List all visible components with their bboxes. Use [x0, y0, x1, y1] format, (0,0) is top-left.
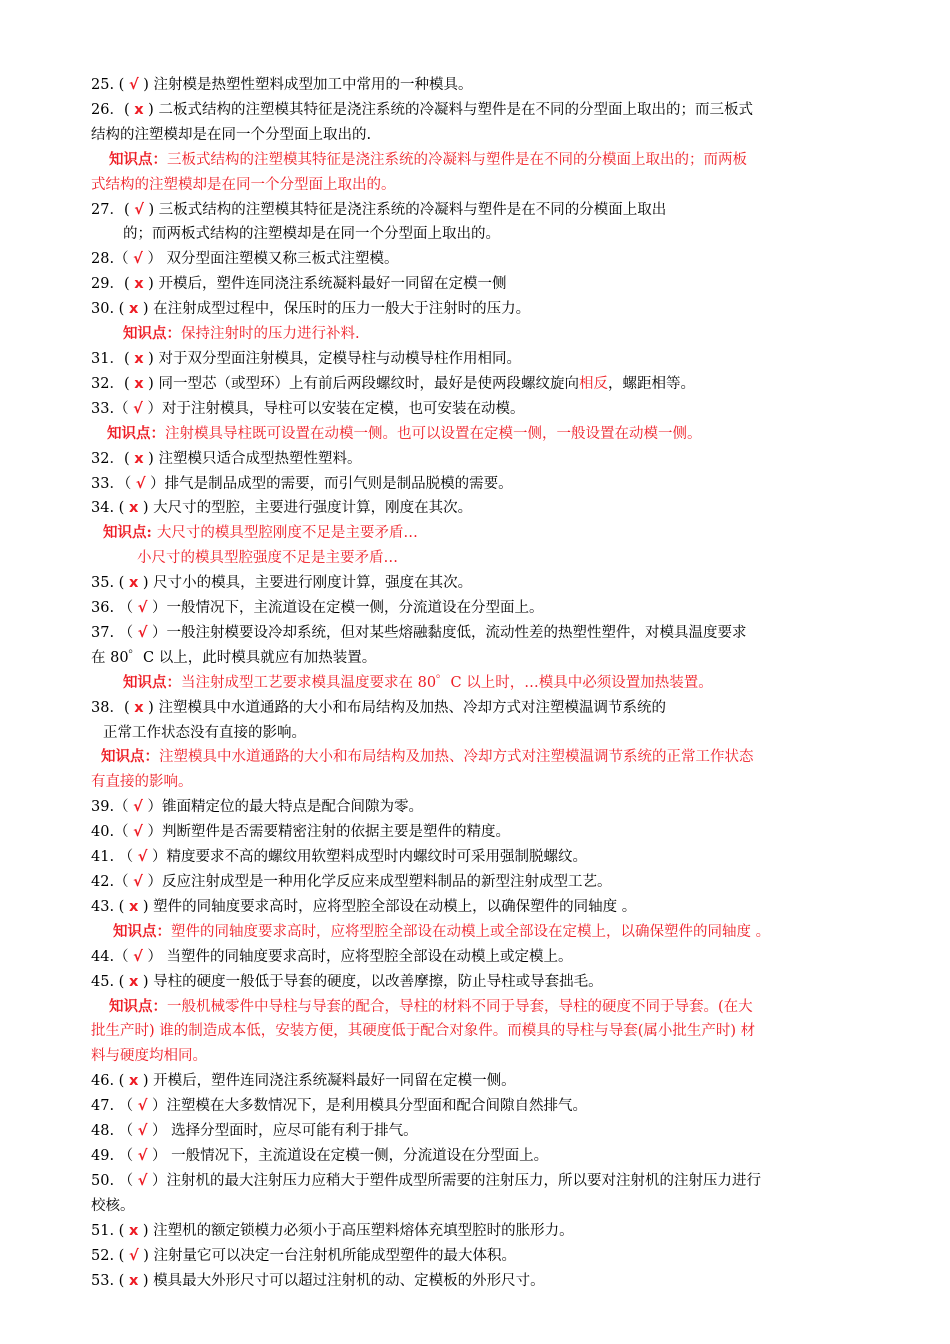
text-line [91, 646, 861, 671]
text-line [91, 496, 861, 521]
text-span: 大尺寸的模具型腔刚度不足是主要矛盾… [156, 525, 418, 542]
text-span: ) 对于双分型面注射模具，定模导柱与动模导柱作用相同。 [143, 350, 521, 367]
text-line [91, 995, 861, 1020]
text-span: 42.（ [91, 874, 134, 890]
text-span: ）对于注射模具，导柱可以安装在定模，也可安装在动模。 [142, 400, 525, 417]
text-line [91, 1144, 861, 1169]
text-line [91, 770, 861, 795]
text-span: ）排气是制品成型的需要，而引气则是制品脱模的需要。 [145, 475, 513, 492]
text-span: 52. ( [91, 1247, 129, 1264]
text-span: 小尺寸的模具型腔强度不足是主要矛盾… [137, 550, 398, 567]
text-line [91, 970, 861, 995]
text-span: 51. ( [91, 1222, 129, 1239]
text-span: ）注射机的最大注射压力应稍大于塑件成型所需要的注射压力，所以要对注射机的注射压力进行 [147, 1172, 762, 1189]
text-span: ) 开模后，塑件连同浇注系统凝料最好一同留在定模一侧。 [138, 1073, 516, 1090]
text-span: 29．( [91, 276, 135, 293]
text-line [91, 820, 861, 845]
text-line [91, 1044, 861, 1069]
knowledge-point-label: 知识点： [123, 325, 181, 343]
text-line [91, 1119, 861, 1144]
text-line [91, 347, 861, 372]
text-span: 料与硬度均相同。 [91, 1048, 207, 1065]
knowledge-point-label: 知识点: [103, 524, 157, 542]
answer-mark: x [134, 375, 144, 392]
answer-mark: x [134, 699, 144, 716]
text-span: ) 同一型芯（或型环）上有前后两段螺纹时，最好是使两段螺纹旋向 [143, 375, 579, 392]
text-span: 26．( [91, 101, 135, 118]
answer-mark: x [128, 973, 139, 990]
text-span: 注塑模具中水道通路的大小和布局结构及加热、冷却方式对注塑模温调节系统的正常工作状态 [159, 749, 754, 766]
text-span: 32．( [91, 450, 135, 467]
text-line [91, 173, 861, 198]
text-span: ）反应注射成型是一种用化学反应来成型塑料制品的新型注射成型工艺。 [142, 874, 612, 890]
text-span: 45. ( [91, 973, 129, 990]
text-line [91, 1169, 861, 1194]
text-span: 49. （ [91, 1147, 138, 1164]
answer-mark: x [128, 1222, 139, 1239]
text-span: 正常工作状态没有直接的影响。 [103, 724, 306, 741]
answer-mark: √ [137, 1147, 148, 1164]
answer-mark: √ [137, 624, 148, 641]
text-line [91, 1094, 861, 1119]
text-span: ) 注射模是热塑性塑料成型加工中常用的一种模具。 [138, 77, 473, 93]
text-span: ）一般注射模要设冷却系统，但对某些熔融黏度低，流动性差的热塑性塑件，对模具温度要求 [147, 624, 747, 641]
text-line [91, 422, 861, 447]
answer-mark: √ [137, 849, 148, 866]
answer-mark: √ [133, 799, 143, 816]
answer-mark: x [134, 101, 144, 118]
answer-mark: √ [137, 1098, 148, 1115]
text-span: 47. （ [91, 1098, 138, 1115]
text-span: 32．( [91, 375, 135, 392]
text-line [91, 1069, 861, 1094]
answer-mark: √ [137, 600, 148, 617]
text-span: 28.（ [91, 251, 134, 268]
answer-mark: x [134, 450, 144, 467]
text-span: 33．（ [91, 475, 136, 492]
text-span: 校核。 [91, 1197, 135, 1214]
text-line [91, 198, 861, 223]
answer-mark: √ [137, 1172, 148, 1189]
answer-mark: x [128, 898, 139, 915]
text-span: 38．( [91, 699, 135, 716]
text-span: ） 双分型面注塑模又称三板式注塑模。 [142, 251, 399, 268]
answer-mark: x [128, 500, 139, 517]
text-span: ) 模具最大外形尺寸可以超过注射机的动、定模板的外形尺寸。 [138, 1272, 545, 1289]
text-span: 46. ( [91, 1073, 129, 1090]
text-line [91, 397, 861, 422]
answer-mark: x [128, 1073, 139, 1090]
text-line [91, 671, 861, 696]
text-span: ) 注塑模只适合成型热塑性塑料。 [143, 450, 362, 467]
text-line [91, 745, 861, 770]
answer-mark: √ [134, 201, 144, 218]
text-span: ) 二板式结构的注塑模其特征是浇注系统的冷凝料与塑件是在不同的分型面上取出的；而三板式 [143, 101, 753, 118]
text-span: 36. （ [91, 600, 138, 617]
text-span: 35. ( [91, 575, 129, 592]
text-line [91, 795, 861, 820]
knowledge-point-label: 知识点： [109, 150, 167, 168]
text-span: 48. （ [91, 1123, 138, 1140]
text-line [91, 148, 861, 173]
text-span: 40.（ [91, 824, 134, 841]
text-span: 27．( [91, 201, 135, 218]
text-span: 批生产时) 谁的制造成本低，安装方便，其硬度低于配合对象件。而模具的导柱与导套(属小批生产时) 材 [91, 1023, 756, 1040]
text-span: 在 80゜C 以上，此时模具就应有加热装置。 [91, 649, 377, 666]
text-line [91, 247, 861, 272]
text-line [91, 123, 861, 148]
text-span: ）一般情况下，主流道设在定模一侧，分流道设在分型面上。 [147, 600, 544, 617]
text-line [91, 596, 861, 621]
text-line [91, 447, 861, 472]
knowledge-point-label: 知识点： [109, 997, 167, 1015]
text-line [91, 372, 861, 397]
text-line [91, 1244, 861, 1269]
text-span: 37. （ [91, 624, 138, 641]
text-span: ）注塑模在大多数情况下，是利用模具分型面和配合间隙自然排气。 [147, 1098, 588, 1115]
text-line [91, 696, 861, 721]
text-span: 有直接的影响。 [91, 774, 193, 791]
answer-mark: √ [133, 400, 143, 417]
answer-mark: x [128, 1272, 139, 1289]
text-line [91, 621, 861, 646]
text-line [91, 1194, 861, 1219]
text-line [91, 895, 861, 920]
answer-mark: √ [128, 1247, 139, 1264]
text-span: 式结构的注塑模却是在同一个分型面上取出的。 [91, 176, 396, 193]
text-line [91, 721, 861, 746]
text-line [91, 1219, 861, 1244]
answer-mark: x [128, 575, 139, 592]
text-line [91, 1019, 861, 1044]
text-span: 53. ( [91, 1272, 129, 1289]
answer-mark: √ [133, 251, 143, 268]
answer-mark: √ [135, 475, 146, 492]
text-line [91, 272, 861, 297]
text-span: 43. ( [91, 898, 129, 915]
text-span: 31．( [91, 350, 135, 367]
text-span: ）精度要求不高的螺纹用软塑料成型时内螺纹时可采用强制脱螺纹。 [147, 849, 588, 866]
answer-mark: √ [133, 874, 143, 890]
text-span: ，螺距相等。 [607, 375, 695, 392]
text-span: 相反 [578, 375, 608, 392]
knowledge-point-label: 知识点： [123, 673, 181, 691]
answer-mark: x [134, 276, 144, 293]
text-span: 当注射成型工艺要求模具温度要求在 80゜C 以上时，…模具中必须设置加热装置。 [181, 674, 713, 691]
text-span: 塑件的同轴度要求高时，应将型腔全部设在动模上或全部设在定模上，以确保塑件的同轴度 。 [171, 923, 771, 940]
text-span: ) 在注射成型过程中，保压时的压力一般大于注射时的压力。 [138, 301, 531, 318]
text-span: ) 注塑机的额定锁模力必须小于高压塑料熔体充填型腔时的胀形力。 [138, 1222, 574, 1239]
answer-mark: √ [133, 948, 143, 965]
text-span: 注射模具导柱既可设置在动模一侧。也可以设置在定模一侧，一般设置在动模一侧。 [165, 425, 702, 442]
text-line [91, 521, 861, 546]
text-span: ) 开模后，塑件连同浇注系统凝料最好一同留在定模一侧 [143, 276, 507, 293]
text-span: 39.（ [91, 799, 134, 816]
answer-mark: x [128, 301, 139, 318]
knowledge-point-label: 知识点： [101, 748, 159, 766]
text-line [91, 472, 861, 497]
text-span: ) 注塑模具中水道通路的大小和布局结构及加热、冷却方式对注塑模温调节系统的 [143, 699, 666, 716]
text-line [91, 945, 861, 970]
text-span: ） 选择分型面时，应尽可能有利于排气。 [147, 1123, 418, 1140]
text-span: ） 当塑件的同轴度要求高时，应将型腔全部设在动模上或定模上。 [142, 948, 573, 965]
text-line [91, 297, 861, 322]
document-body [91, 73, 861, 1293]
answer-mark: x [134, 350, 144, 367]
text-span: ) 注射量它可以决定一台注射机所能成型塑件的最大体积。 [138, 1247, 516, 1264]
answer-mark: √ [133, 824, 143, 841]
text-span: 三板式结构的注塑模其特征是浇注系统的冷凝料与塑件是在不同的分模面上取出的；而两板 [167, 151, 747, 168]
knowledge-point-label: 知识点： [113, 922, 171, 940]
text-span: 结构的注塑模却是在同一个分型面上取出的. [91, 126, 372, 143]
text-line [91, 546, 861, 571]
text-span: ) 三板式结构的注塑模其特征是浇注系统的冷凝料与塑件是在不同的分模面上取出 [143, 201, 667, 218]
knowledge-point-label: 知识点： [107, 424, 165, 442]
text-span: 34. ( [91, 500, 129, 517]
text-span: 保持注射时的压力进行补料. [181, 326, 360, 343]
text-span: ) 尺寸小的模具，主要进行刚度计算，强度在其次。 [138, 575, 473, 592]
text-span: 一般机械零件中导柱与导套的配合，导柱的材料不同于导套，导柱的硬度不同于导套。(在大 [167, 998, 753, 1015]
text-line [91, 98, 861, 123]
text-line [91, 73, 861, 98]
text-line [91, 845, 861, 870]
answer-mark: √ [128, 77, 139, 93]
text-span: 25. ( [91, 77, 129, 93]
text-span: 50. （ [91, 1172, 138, 1189]
text-line [91, 322, 861, 347]
text-span: 的；而两板式结构的注塑模却是在同一个分型面上取出的。 [123, 226, 500, 243]
text-line [91, 920, 861, 945]
text-line [91, 571, 861, 596]
text-span: 30. ( [91, 301, 129, 318]
text-span: ）判断塑件是否需要精密注射的依据主要是塑件的精度。 [142, 824, 510, 841]
text-span: ) 塑件的同轴度要求高时，应将型腔全部设在动模上，以确保塑件的同轴度 。 [138, 898, 637, 915]
text-span: ) 导柱的硬度一般低于导套的硬度，以改善摩擦，防止导柱或导套拙毛。 [138, 973, 603, 990]
text-span: ）锥面精定位的最大特点是配合间隙为零。 [142, 799, 423, 816]
text-span: 44.（ [91, 948, 134, 965]
answer-mark: √ [137, 1123, 148, 1140]
text-span: 41. （ [91, 849, 138, 866]
text-line [91, 870, 861, 895]
text-line [91, 222, 861, 247]
text-span: 33.（ [91, 400, 134, 417]
text-span: ) 大尺寸的型腔，主要进行强度计算，刚度在其次。 [138, 500, 473, 517]
text-line [91, 1269, 861, 1294]
text-span: ） 一般情况下，主流道设在定模一侧，分流道设在分型面上。 [147, 1147, 549, 1164]
